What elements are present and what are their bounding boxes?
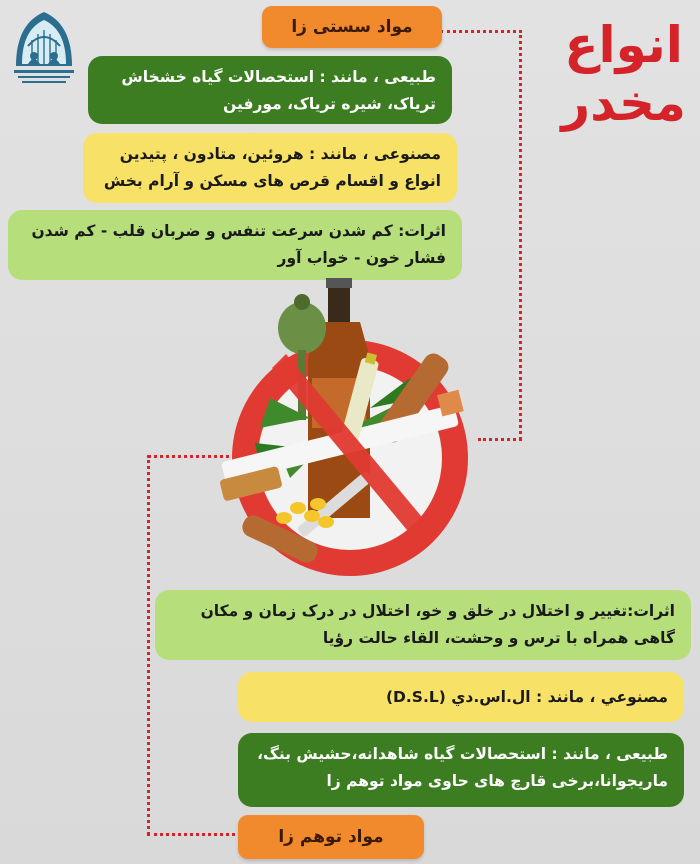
hallucinogens-label: مواد توهم زا <box>238 815 424 859</box>
connector-bottom-end <box>147 833 242 836</box>
connector-top-vertical <box>519 30 522 440</box>
no-drugs-illustration <box>200 278 500 598</box>
sedatives-effects-box: اثرات: کم شدن سرعت تنفس و ضربان قلب - کم شدن فشار خون - خواب آور <box>8 210 462 280</box>
logo-icon <box>8 6 80 94</box>
page-title <box>561 16 686 132</box>
sedatives-natural-box: طبیعی ، مانند : استحصالات گیاه خشخاش تریاک، شیره تریاک، مورفین <box>88 56 452 124</box>
title-line-1: انواع <box>564 16 683 74</box>
hallucinogens-natural-box: طبیعی ، مانند : استحصالات گیاه شاهدانه،حشیش بنگ، ماریجوانا،برخی قارچ های حاوی مواد توهم زا <box>238 733 684 807</box>
connector-bottom-vertical <box>147 455 150 835</box>
sedatives-synthetic-box: مصنوعی ، مانند : هروئین، متادون ، پتیدین انواع و اقسام قرص های مسکن و آرام بخش <box>83 133 457 203</box>
sedatives-label: مواد سستی زا <box>262 6 442 48</box>
hallucinogens-effects-box: اثرات:تغییر و اختلال در خلق و خو، اختلال در درک زمان و مکان گاهی همراه با ترس و وحشت، القاء حالت رؤیا <box>155 590 691 660</box>
connector-top-horizontal <box>440 30 522 33</box>
hallucinogens-synthetic-box: مصنوعي ، مانند : ال.اس.دي (D.S.L) <box>238 672 684 722</box>
title-line-2: مخدر <box>561 74 686 132</box>
